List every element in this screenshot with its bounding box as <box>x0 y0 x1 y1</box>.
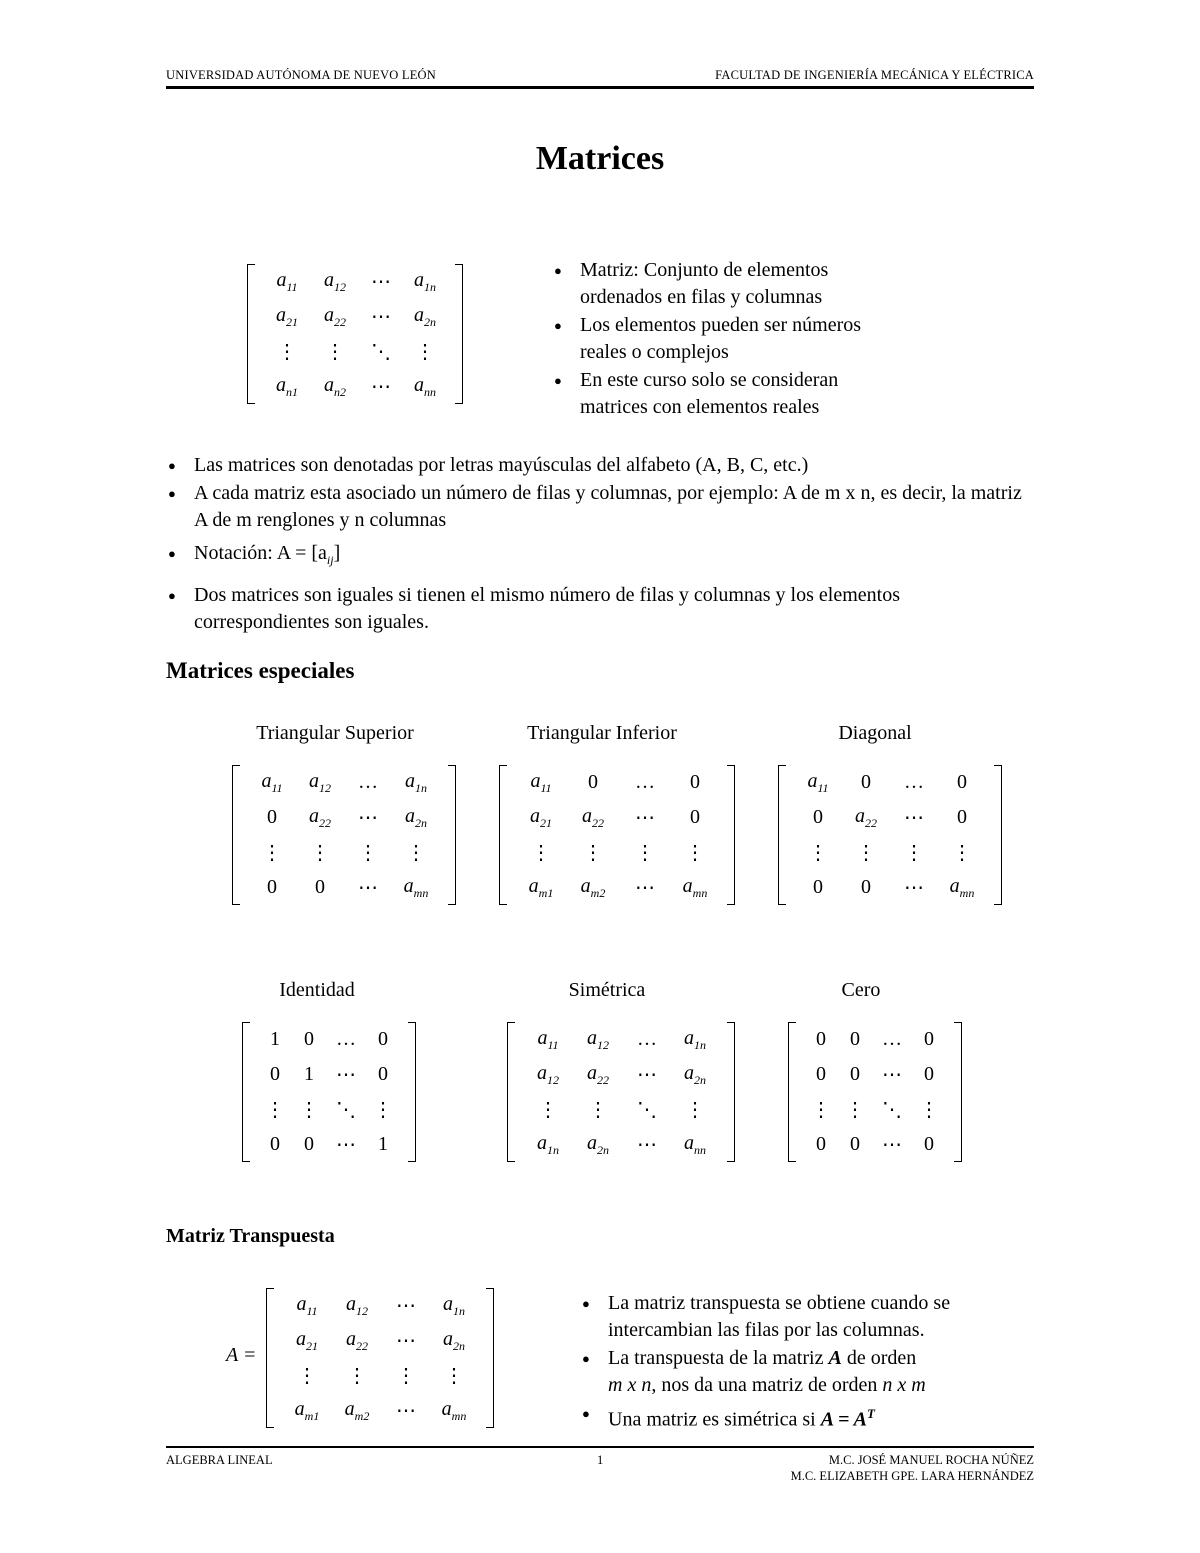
page-number: 1 <box>597 1453 604 1467</box>
footer-rule <box>166 1446 1034 1448</box>
text: Una matriz es simétrica si <box>608 1408 821 1431</box>
order-mxn: m x n <box>608 1374 652 1396</box>
text: de orden <box>841 1347 917 1369</box>
matrix-diagonal: $a_{11}$ 0 … 0 0 $a_{22}$ ⋯ 0 ⋮ ⋮ ⋮ ⋮ 0 0 ⋯ $a_{mn}$ <box>776 765 1004 905</box>
list-item <box>580 1345 1030 1399</box>
special-heading: Matrices especiales <box>166 658 355 683</box>
page-title: Matrices <box>535 140 665 177</box>
matrix-triangular-inferior: $a_{11}$ 0 … 0 $a_{21}$ $a_{22}$ ⋯ 0 ⋮ ⋮ ⋮ ⋮ $a_{m1}$ $a_{m2}$ ⋯ $a_{mn}$ <box>497 765 737 905</box>
notation-close: ] <box>333 542 341 564</box>
matrix-identidad: 1 0 … 0 0 1 ⋯ 0 ⋮ ⋮ ⋱ ⋮ 0 0 ⋯ 1 <box>240 1022 418 1162</box>
list-item: ● Matriz: Conjunto de elementos ordenados en filas y columnas <box>552 257 897 311</box>
matrix-cero: 0 0 … 0 0 0 ⋯ 0 ⋮ ⋮ ⋱ ⋮ 0 0 ⋯ 0 <box>786 1022 964 1162</box>
list-item: ● Los elementos pueden ser números reales o complejos <box>552 312 897 366</box>
transpose-heading: Matriz Transpuesta <box>166 1225 335 1247</box>
matrix-triangular-superior: $a_{11}$ $a_{12}$ … $a_{1n}$ 0 $a_{22}$ ⋯ $a_{2n}$ ⋮ ⋮ ⋮ ⋮ 0 0 ⋯ $a_{mn}$ <box>230 765 458 905</box>
footer-author-1: M.C. JOSÉ MANUEL ROCHA NÚÑEZ <box>828 1453 1034 1467</box>
transpose-superscript: T <box>866 1406 875 1421</box>
label-cero: Cero <box>841 979 881 1001</box>
label-diagonal: Diagonal <box>838 722 912 744</box>
label-simetrica: Simétrica <box>568 979 646 1001</box>
list-item: ● En este curso solo se consideran matrices con elementos reales <box>552 367 897 421</box>
matrix-symbol: A <box>828 1347 842 1369</box>
list-item: ● Dos matrices son iguales si tienen el mismo número de filas y columnas y los elementos correspondientes son iguales. <box>166 582 1036 636</box>
list-item <box>580 1400 1030 1434</box>
header-faculty: FACULTAD DE INGENIERÍA MECÁNICA Y ELÉCTRICA <box>715 68 1034 82</box>
footer-author-2: M.C. ELIZABETH GPE. LARA HERNÁNDEZ <box>790 1469 1034 1483</box>
label-identidad: Identidad <box>279 979 355 1001</box>
footer-course: ALGEBRA LINEAL <box>166 1453 273 1467</box>
symmetric-equation: A = A <box>820 1408 867 1431</box>
list-item: ● La matriz transpuesta se obtiene cuando se intercambian las filas por las columnas. <box>580 1290 1030 1344</box>
general-bullets <box>166 452 1036 637</box>
label-triangular-inferior: Triangular Inferior <box>527 722 677 744</box>
text: , nos da una matriz de orden <box>651 1374 883 1396</box>
notation-subscript: ij <box>326 553 334 567</box>
list-item: ● Las matrices son denotadas por letras mayúsculas del alfabeto (A, B, C, etc.) <box>166 452 1036 479</box>
header-university: UNIVERSIDAD AUTÓNOMA DE NUEVO LEÓN <box>166 68 436 82</box>
order-nxm: n x m <box>882 1374 926 1396</box>
notation-text: Notación: A = [a <box>194 542 327 564</box>
label-triangular-superior: Triangular Superior <box>256 722 414 744</box>
notation-item <box>166 540 1036 574</box>
text: La transpuesta de la matriz <box>608 1347 829 1369</box>
transpose-bullets <box>580 1290 1030 1435</box>
header-rule <box>166 86 1034 89</box>
list-item: ● A cada matriz esta asociado un número de filas y columnas, por ejemplo: A de m x n, es decir, la matriz A de m renglones y n columnas <box>166 480 1036 534</box>
intro-bullets <box>552 257 897 422</box>
matrix-transpuesta: $a_{11}$ $a_{12}$ ⋯ $a_{1n}$ $a_{21}$ $a_{22}$ ⋯ $a_{2n}$ ⋮ ⋮ ⋮ ⋮ $a_{m1}$ $a_{m2}$ ⋯ $a_{mn}$ <box>264 1288 496 1428</box>
matrix-simetrica: $a_{11}$ $a_{12}$ … $a_{1n}$ $a_{12}$ $a_{22}$ ⋯ $a_{2n}$ ⋮ ⋮ ⋱ ⋮ $a_{1n}$ $a_{2n}$ ⋯ $a_{nn}$ <box>505 1022 737 1162</box>
transpose-lhs: A = <box>226 1344 257 1366</box>
general-matrix: $a_{11}$ $a_{12}$ ⋯ $a_{1n}$ $a_{21}$ $a_{22}$ ⋯ $a_{2n}$ ⋮ ⋮ ⋱ ⋮ $a_{n1}$ $a_{n2}$ ⋯ $a_{nn}$ <box>245 264 465 404</box>
